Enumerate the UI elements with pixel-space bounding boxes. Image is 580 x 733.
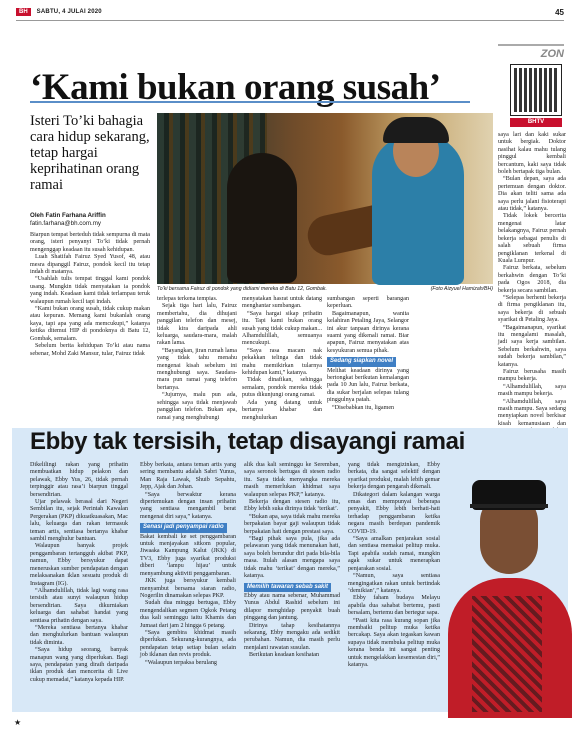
paragraph: Dikategori dalam kalangan warga emas dan mempunyai beberapa penyakit, Ebby lebih berhati-hati terhadap penggambaran ketika negara masih berdepan pandemik COVID-19. [348,491,440,535]
paragraph: Berikutan keadaan kesihatan [249,652,320,659]
paragraph: Biarpun tempat berteduh tidak sempurna di mata orang, isteri penyanyi To’ki tidak pernah mengenggap keadaan itu susah kehidupan. [30,232,150,253]
section-rule [498,44,564,46]
photo-credit: (Foto Aizyuel Hamizah/BH) [430,286,493,292]
paragraph: Ujar pelawak berasal dari Negeri Sembilan itu, sejak Perintah Kawalan Pergerakan (PKP) dikuatkuasakan, Mac lalu, keluarga dan rakan termasuk teman artis, sentiasa bertanya khabar sambil menghulur bantuan. [30,499,128,543]
section-label: ZON [540,48,564,60]
paragraph: “Saya rasa macam nak pekakkan telinga dan tidak mahu memikirkan tularnya kehidupan kami,” katanya. [242,347,322,377]
issue-date: SABTU, 4 JULAI 2020 [36,9,102,15]
paragraph: “Saya amalkan penjarakan sosial dan sentiasa memakai pelitup muka. Tapi apabila sudah ramai, mungkin agak sukar untuk menerapkan penjarakan sosial. [348,536,440,572]
paragraph: “Selepas berhenti bekerja di firma pengiklanan itu, saya bekerja di sebuah syarikat di Petaling Jaya. [498,294,566,324]
paragraph: Sejak tiga hari lalu, Fairuz membertahu, dia dihujani panggilan telefon dan mesej, tidak kira daripada ahli keluarga, saudara-mara, malah rakan lama. [157,303,237,347]
story2-photo [446,470,568,712]
story1-byline [30,212,150,228]
photo-hat-brim [470,504,548,508]
bh-logo: BH [16,8,31,16]
paragraph: “Alhamdulillah, saya masih mampu. Saya sedang menyiapkan novel berkisar kisah kemanusiaan dan [498,398,566,427]
paragraph: “Saya hidup seorang, banyak manapun wang yang diperlukan. Bagi saya, pendapatan yang diraih daripada iklan produk dan mencerita di Live cukup memadai,” katanya kepada HIP. [30,647,128,683]
paragraph: Luah Shatifah Fairuz Syed Yusof, 48, atau mesra dipanggil Fairuz, pondok kecil itu tetap indah di matanya. [30,254,150,276]
qr-pattern [514,68,558,112]
paragraph: “Bukan apa, saya tidak mahu mereka berpakaian bayar gaji walaupun tidak berpakaian hati dengan prestasi saya. [244,513,340,535]
story2-subhead-2: Memilih tawaran sebab sakit [244,583,331,592]
paragraph: Bagaimanapun, wanita kelahiran Petaling Jaya, Selangor ini akur tanpaan dirinya kerana suami yang dikenali ramai. Biar apapun, Fairuz menyatakan atas kesyukuran semua pihak. [327,310,409,354]
paragraph: “Bagaimanapun, syarikat itu mengalami masalah, jadi saya kerja sambilan. Sebelum berkahwin, saya sudah bekerja sambilan,” katanya. [498,324,566,368]
story1-photo [157,113,493,284]
paragraph: alik dua kali seminggu ke Seremban, saya seronok bertugas di stesen radio itu. Saya tidak menyangka mereka masih memerlukan khidmat saya walaupun selepas PKP,” katanya. [244,462,340,498]
paragraph: Dikelilingi rakan yang prihatin membuatkan hidup pelakon dan pelawak, Ebby Yus, 26, tidak pernah terpinggir atau rasa’i biarpun tinggal bersendirian. [30,462,128,498]
qr-code[interactable] [510,64,562,116]
photo-shirt-pattern [472,596,542,712]
paragraph: Sebelum berita kehidupan To’ki atau nama sebenar, Mohd Zaki Mansur, tular, Fairuz tidak [30,343,150,357]
paragraph: Bekerja dengan stesen radio itu, Ebby lebih suka dirinya tidak ‘terikat’. [244,499,340,513]
paragraph: Tidak lokek bercerita mengenai latar belakangnya, Fairuz pernah bekerja sebagai penulis di salah sebuah firma pengiklanan terkenal di Kuala Lumpur. [498,213,566,264]
byline-name: Oleh Fatin Farhana Ariffin [30,212,106,219]
paragraph: sumbangan seperti barangan keperluan. [327,296,409,310]
page-header [16,6,564,18]
paragraph: terlepas terkena tempias. [157,296,218,302]
paragraph: menyatakan hasrat untuk datang menghantar sumbangan. [242,296,322,310]
paragraph: “Bayangkan, jiran rumah lama yang tidak tahu menahu mengenai kisah sebelum ini menghubungi saya. Saudara-mara pun ramai yang telefon bertanya. [157,347,237,391]
paragraph: “Alhamdulillah, saya masih mampu bekerja. [498,383,566,398]
byline-email: fatin.farhana@bh.com.my [30,220,101,227]
story2-subhead-1: Senasi jadi penyampai radio [140,523,227,532]
paragraph: “Bulan depan, saya ada pertemuan dengan doktor. Dia akan teliti sama ada saya perlu jalani fisioterapi atau tidak,” katanya. [498,176,566,213]
paragraph: “Pasti kita rasa kurang sopan jika membaiki pelitup muka ketika bercakap. Saya akan tegaskan kawan supaya tidak membuka pelitup muka kerana benda ini sangat penting untuk mengelakkan kesemestan diri,” katanya. [348,617,440,668]
paragraph: “Disebabkan itu, ligamen [332,404,395,411]
paragraph: saya lari dan kaki sukar untuk bergiak. Doktor nasihat kalau mahu tulang pinggul kembali bercantum, kaki saya tidak boleh bertapak tiga bulan. [498,132,566,176]
paragraph: Fairuz berusaha masih mampu bekerja. [498,369,566,383]
paragraph: “Jujurnya, malu pun ada, sehingga saya tidak menjawab panggilan telefon. Bukan apa, ramai yang menghubungi [157,392,237,421]
paragraph: “Walaupun terpaksa berulang [145,659,217,666]
paragraph: “Saya hargai sikap prihatin itu. Tapi kami bukan orang susah yang tidak cukup makan... Alhamdulillah, semuanya mencukupi. [242,310,322,347]
header-rule [16,20,564,21]
paragraph: Ada yang datang untuk bertanya khabar dan menghulurkan [242,399,322,421]
story2-col4 [348,462,440,712]
story1-subhead: Sedang siapkan novel [327,357,396,366]
footer-star-icon: ★ [14,718,22,727]
paragraph: “Namun, saya sentiasa mengingatkan rakan untuk bertindak ‘demikian’,” katanya. [348,573,440,594]
story1-col4 [327,296,409,422]
paragraph: “Saya berwaktur kerana dipertemukan dengan insan prihatin yang sentiasa mengambil berat mengenai diri saya,” katanya. [140,491,236,520]
story2-headline: Ebby tak tersisih, tetap disayangi ramai [30,428,465,455]
paragraph: Fairuz berkata, sebelum berkahwin dengan To’ki pada Ogos 2018, dia bekerja secara sambilan. [498,265,566,294]
paragraph: Melihat keadaan dirinya yang bertongkat berikutan kemalangan pada 10 Jun lalu, Fairuz berkata, dia sukar berjalan selepas tulang pinggulnya patah. [327,367,409,404]
paragraph: Dirinya tahap kesihatannya sekarang, Ebby mengaku ada sedikit perubahan. Namun, dia masih perlu menjalani rawatan susulan. [244,622,340,651]
paragraph: JKK juga bersyukur kembali menyambut bersama siaran radio, Nogerilin dinamakan selepas PKP. [140,578,236,599]
story2-col3 [244,462,340,712]
caption-text: To’ki bersama Fairuz di pondok yang didiami mereka di Batu 12, Gombak. [157,286,327,292]
paragraph: yang tidak mengizinkan, Ebby berkata, dia sangat selektif dengan syarikat produksi, malah lebih gemar bekerja dengan pengarah dikenali. [348,462,440,491]
photo-hat [383,117,449,143]
headline-rule [30,101,470,103]
paragraph: Ebby faham budaya Melayu apabila dua sahabat bertemu, pasti bersalam, bertemu dan bertegur sapa. [348,595,440,617]
story2-col2 [140,462,236,712]
paragraph: Tidak dinafikan, sehingga semalam, pondok mereka tidak putus dikunjungi orang ramai. [242,377,322,399]
story1-headline: ‘Kami bukan orang susah’ [30,67,441,108]
paragraph: Ebby atau nama sebenar, Muhammad Yunus Abdul Rashid sebelum ini dilapor menghidap penyakit buah pinggang dan jantung. [244,592,340,622]
photo-woman [227,153,297,283]
story1-col5 [498,132,566,427]
paragraph: Bakat kembali ke set penggambaran untuk menjayakan sitkom popular, Jiwaaka Kampung Kalut (JKK) di TV3, Ebby juga syarikat produksi diberi ‘lampu hijau’ untuk menyambung aktiviti penggambaran. [140,533,236,577]
paragraph: “Usahlah tulis tempat tinggal kami pondok usang. Mungkin tidak menyatakan ia pondok yang indah. Keadaan kami tidak terlampau teruk walaupun rumah kecil tapi indah. [30,276,150,305]
paragraph: Ebby berkata, antara teman artis yang sering membantu adalah Sabri Yunus, Man Raja Lawak, Shuib Sepahtu, Jepp, Ajak dan Johan. [140,462,236,491]
paragraph: Walaupun banyak projek penggambaran tertangguh akibat PKP, namun, Ebby bersyukur dapat meneruskan sumber pendapatan dengan melaksanakan iklan sesuatu produk di Instagram (IG). [30,543,128,587]
paragraph: “Alhamdulillah, tidak lagi wang rasa tersisih atau sunyi walaupun hidup bersendirian. Saya dikurniakan keluarga dan sahabat handai yang sentiasa prihatin dengan saya. [30,587,128,624]
story2-col1 [30,462,128,712]
story1-deck: Isteri To’ki bahagia cara hidup sekarang, tetap hargai keprihatinan orang ramai [30,113,150,193]
paragraph: “Kami bukan orang susah, tidak cukup makan atau kepuran. Memang kami bukanlah orang kaya, tapi apa yang ada memcukupi,” katanya ketika ditemui HIP di pondoknya di Batu 12, Gombak, semalam. [30,306,150,342]
story1-caption [157,286,493,292]
page-number: 45 [555,7,564,17]
story1-col3 [242,296,322,422]
story1-col1 [30,232,150,422]
paragraph: “Bagi pihak saya pula, jika ada pelawaran yang tidak menunakan hati, saya boleh berundur diri pada bila-bila masa. Itulah alasan mengapa saya tidak mahu ‘terikat’ dengan mereka,” katanya. [244,536,340,580]
paragraph: “Mereka sentiasa bertanya khabar dan menghulurkan bantuan walaupun tidak diminta. [30,624,128,646]
qr-tag: BHTV [510,118,562,127]
paragraph: Sudah dua minggu bertugas, Ebby mengendalikan segmen Ogkok Petang dua kali seminggu iaitu Khamis dan Jumaat dari jam 2 hingga 6 petang. [140,600,236,629]
story1-col2 [157,296,237,422]
paragraph: “Saya gembira khidmat masih diperlukan. Sekurang-kurangnya, ada pendapatan tetap setiap bulan selain job iklanan dan revis produk. [140,629,236,659]
